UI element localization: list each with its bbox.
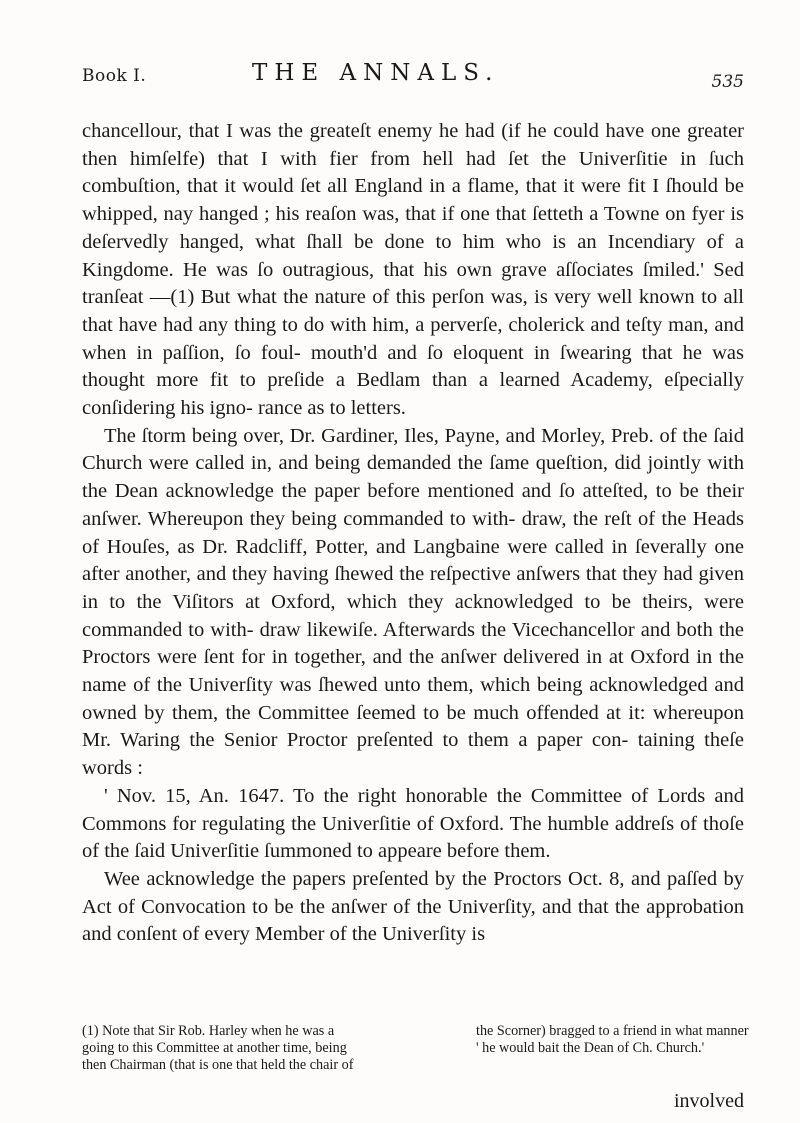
running-title: THE ANNALS.	[252, 60, 500, 86]
text-line: chancellour, that I was the greateſt enemy he had (if he could have one	[82, 120, 681, 142]
text-line: before them.	[446, 840, 551, 863]
text-line: did jointly with the Dean acknowledge the paper before mentioned and ſo	[82, 452, 745, 503]
text-line: an Incendiary of a Kingdome. He was ſo outragious, that his own	[82, 230, 745, 281]
main-text	[82, 118, 744, 949]
text-line: draw likewiſe. Afterwards the Vicechancellor and both the Proctors	[82, 618, 744, 669]
footnote-line: (1) Note that Sir Rob. Harley when he was a	[82, 1023, 335, 1039]
footnote-line: ' he would bait the Dean of Ch. Church.'	[476, 1039, 705, 1056]
page-number: 535	[711, 72, 744, 92]
text-line: that the approbation and conſent of every Member of the Univerſity is	[82, 895, 745, 946]
paragraph	[82, 866, 744, 949]
footnote-line: the Scorner) bragged to a friend in what manner	[476, 1023, 749, 1039]
text-line: Wee acknowledge the papers preſented by the Proctors Oct. 8, and	[104, 867, 661, 890]
text-line: paſſed by Act of Convocation to be the anſwer of the Univerſity, and	[82, 867, 745, 918]
footnote-left-column	[82, 1023, 472, 1073]
footnote-line: going to this Committee at another time, being	[82, 1039, 347, 1056]
text-line: him, a perverſe, cholerick and teſty man, and when in paſſion, ſo foul-	[82, 313, 745, 364]
text-line: Oxford, which they acknowledged to be theirs, were commanded to with-	[82, 590, 744, 641]
running-header	[82, 60, 744, 100]
text-line: mouth'd and ſo eloquent in ſwearing that he was thought more fit to	[82, 341, 744, 392]
text-line: rance as to letters.	[257, 397, 406, 420]
text-line: perſon was, is very well known to all that have had any thing to do with	[82, 286, 745, 336]
text-line: ' Nov. 15, An. 1647. To the right honorable the Committee of	[104, 784, 649, 807]
text-line: whereupon Mr. Waring the Senior Proctor preſented to them a paper con-	[82, 701, 745, 752]
text-line: ſuch combuſtion, that it would ſet all England in a flame, that it were fit	[82, 147, 745, 198]
text-line: of the ſaid Church were called in, and being demanded the ſame queſtion,	[82, 424, 745, 475]
text-line: preſide a Bedlam than a learned Academy, eſpecially conſidering his igno-	[82, 369, 744, 420]
text-line: ſhewed the reſpective anſwers that they had given in to the Viſitors at	[82, 563, 745, 613]
text-line: taining theſe words :	[82, 729, 745, 780]
text-line: Langbaine were called in ſeverally one after another, and they having	[82, 535, 744, 586]
paragraph	[82, 783, 744, 866]
text-line: grave aſſociates ſmiled.' Sed tranſeat —(1) But what the nature of this	[82, 258, 744, 309]
footnote	[82, 1023, 749, 1073]
catchword: involved	[674, 1090, 744, 1112]
paragraph	[82, 118, 744, 423]
text-line: a Towne on fyer is deſervedly hanged, what ſhall be done to him who is	[82, 203, 744, 253]
text-line: Lords and Commons for regulating the Univerſitie of Oxford. The	[82, 784, 745, 835]
paragraph	[82, 423, 744, 783]
text-line: greater then himſelfe) that I with fier from hell had ſet the Univerſitie in	[82, 120, 745, 170]
text-line: atteſted, to be their anſwer. Whereupon they being commanded to with-	[82, 480, 744, 530]
text-line: The ſtorm being over, Dr. Gardiner, Iles, Payne, and Morley, Preb.	[104, 424, 654, 447]
text-line: were ſent for in together, and the anſwer delivered in at Oxford in the	[157, 646, 745, 669]
footnote-right-column	[476, 1023, 749, 1073]
text-line: name of the Univerſity was ſhewed unto them, which being acknowledged	[82, 674, 708, 697]
text-line: and owned by them, the Committee ſeemed to be much offended at it:	[82, 674, 745, 724]
book-label: Book I.	[82, 66, 147, 86]
text-line: I ſhould be whipped, nay hanged ; his reaſon was, that if one that ſetteth	[82, 175, 744, 226]
text-line: humble addreſs of thoſe of the ſaid Univerſitie ſummoned to appeare	[82, 812, 744, 863]
footnote-line: then Chairman (that is one that held the chair of	[82, 1056, 354, 1073]
text-line: draw, the reſt of the Heads of Houſes, as Dr. Radcliff, Potter, and	[82, 507, 745, 558]
